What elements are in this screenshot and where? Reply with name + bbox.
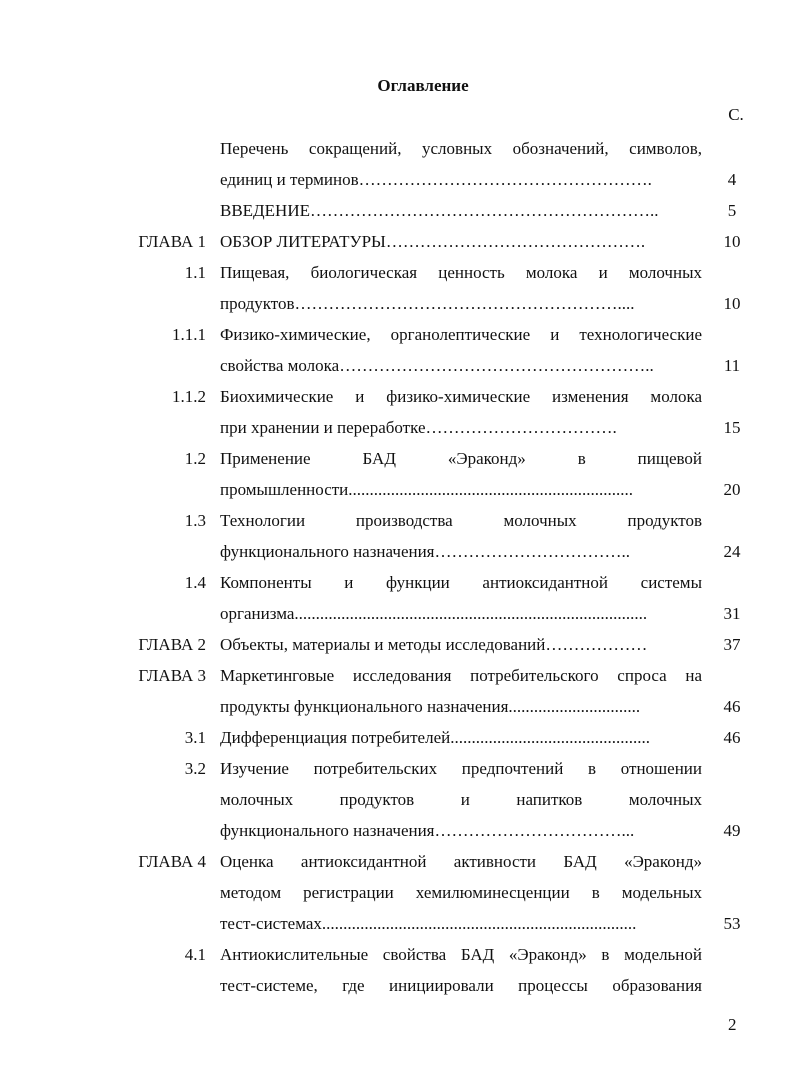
toc-line — [0, 505, 796, 536]
toc-line — [0, 381, 796, 412]
toc-line — [0, 536, 796, 567]
toc-entry[interactable] — [0, 722, 796, 753]
toc-entry-text: свойства молока……………………………………………….. — [220, 356, 654, 375]
toc-line — [0, 164, 796, 195]
toc-entry-text: Антиокислительные свойства БАД «Эраконд» в модельной — [220, 945, 702, 964]
toc-line — [0, 784, 796, 815]
toc-entry-number: 4.1 — [184, 945, 206, 964]
toc-entry-page: 5 — [727, 201, 737, 220]
toc-entry-text: молочных продуктов и напитков молочных — [220, 790, 702, 809]
toc-entry[interactable] — [0, 195, 796, 226]
toc-entry-text: Компоненты и функции антиоксидантной системы — [220, 573, 702, 592]
toc-entry[interactable] — [0, 753, 796, 846]
toc-entry-text: функционального назначения……………………………... — [220, 821, 635, 840]
toc-line — [0, 567, 796, 598]
toc-line — [0, 660, 796, 691]
toc-entry[interactable] — [0, 226, 796, 257]
toc-entry-number: 1.3 — [184, 511, 206, 530]
toc-entry-number: ГЛАВА 4 — [138, 852, 206, 871]
toc-entry-text: Технологии производства молочных продуктов — [220, 511, 702, 530]
toc-entry[interactable] — [0, 629, 796, 660]
toc-entry-number: 1.1.1 — [172, 325, 206, 344]
toc-entry[interactable] — [0, 505, 796, 567]
toc-entry-text: Перечень сокращений, условных обозначений, символов, — [220, 139, 702, 158]
toc-line — [0, 195, 796, 226]
toc-entry-text: тест-системах.......................................................................... — [220, 914, 637, 933]
toc-entry-page: 10 — [723, 232, 741, 251]
toc-entry-page: 11 — [723, 356, 741, 375]
toc-line — [0, 412, 796, 443]
toc-entry-text: ВВЕДЕНИЕ…………………………………………………….. — [220, 201, 659, 220]
toc-entry-text: Маркетинговые исследования потребительского спроса на — [220, 666, 702, 685]
toc-entry-number: 3.2 — [184, 759, 206, 778]
toc-line — [0, 908, 796, 939]
toc-entry[interactable] — [0, 381, 796, 443]
toc-entry-number: ГЛАВА 3 — [138, 666, 206, 685]
toc-line — [0, 815, 796, 846]
toc-line — [0, 226, 796, 257]
toc-line — [0, 877, 796, 908]
toc-entry-page: 53 — [723, 914, 741, 933]
toc-entry-text: Применение БАД «Эраконд» в пищевой — [220, 449, 702, 468]
toc-line — [0, 350, 796, 381]
toc-entry-text: Пищевая, биологическая ценность молока и молочных — [220, 263, 702, 282]
toc-entry-text: тест-системе, где инициировали процессы образования — [220, 976, 702, 995]
page-number: 2 — [728, 1015, 737, 1034]
toc-entry-number: 3.1 — [184, 728, 206, 747]
toc-line — [0, 753, 796, 784]
toc-entry-text: промышленности................................................................... — [220, 480, 634, 499]
toc-entry-number: 1.1.2 — [172, 387, 206, 406]
toc-line — [0, 970, 796, 1001]
toc-entry-page: 4 — [727, 170, 737, 189]
toc-line — [0, 474, 796, 505]
toc-entry-text: ОБЗОР ЛИТЕРАТУРЫ………………………………………. — [220, 232, 646, 251]
toc-line — [0, 722, 796, 753]
toc-entry-text: продукты функционального назначения............................... — [220, 697, 641, 716]
toc-line — [0, 691, 796, 722]
toc-entry-text: единиц и терминов……………………………………………. — [220, 170, 652, 189]
toc-entry-text: функционального назначения…………………………….. — [220, 542, 631, 561]
toc-line — [0, 443, 796, 474]
toc-entry-text: Оценка антиоксидантной активности БАД «Эраконд» — [220, 852, 702, 871]
toc-entry-text: Биохимические и физико-химические изменения молока — [220, 387, 702, 406]
toc-entry[interactable] — [0, 319, 796, 381]
toc-line — [0, 598, 796, 629]
toc-entry[interactable] — [0, 133, 796, 195]
toc-entry-text: продуктов………………………………………………….... — [220, 294, 635, 313]
toc-entry[interactable] — [0, 846, 796, 939]
toc-entry-number: 1.2 — [184, 449, 206, 468]
toc-entry-number: 1.4 — [184, 573, 206, 592]
toc-entry-text: Изучение потребительских предпочтений в отношении — [220, 759, 702, 778]
toc-line — [0, 288, 796, 319]
toc-line — [0, 319, 796, 350]
toc-entry-page: 10 — [723, 294, 741, 313]
toc-entry-text: Дифференциация потребителей............................................... — [220, 728, 650, 747]
toc-entry-page: 37 — [723, 635, 741, 654]
toc-entry-page: 24 — [723, 542, 741, 561]
toc-entry[interactable] — [0, 443, 796, 505]
page-title: Оглавление — [377, 76, 469, 95]
toc-entry-page: 46 — [723, 697, 741, 716]
toc-entry-page: 46 — [723, 728, 741, 747]
toc-entry[interactable] — [0, 939, 796, 1001]
toc-entry-text: Объекты, материалы и методы исследований……………… — [220, 635, 648, 654]
toc-entry-text: при хранении и переработке……………………………. — [220, 418, 617, 437]
toc-entry-page: 20 — [723, 480, 741, 499]
page-column-header: С. — [728, 105, 744, 124]
toc-entry[interactable] — [0, 567, 796, 629]
toc-entry-number: ГЛАВА 2 — [138, 635, 206, 654]
table-of-contents — [0, 133, 796, 1001]
toc-entry-text: методом регистрации хемилюминесценции в модельных — [220, 883, 702, 902]
toc-entry-number: 1.1 — [184, 263, 206, 282]
toc-entry-text: Физико-химические, органолептические и технологические — [220, 325, 702, 344]
toc-entry-number: ГЛАВА 1 — [138, 232, 206, 251]
toc-entry-page: 31 — [723, 604, 741, 623]
toc-line — [0, 133, 796, 164]
toc-line — [0, 257, 796, 288]
toc-line — [0, 629, 796, 660]
toc-entry[interactable] — [0, 257, 796, 319]
toc-entry-page: 15 — [723, 418, 741, 437]
toc-entry-text: организма................................................................................... — [220, 604, 648, 623]
toc-line — [0, 939, 796, 970]
toc-line — [0, 846, 796, 877]
toc-entry-page: 49 — [723, 821, 741, 840]
toc-entry[interactable] — [0, 660, 796, 722]
